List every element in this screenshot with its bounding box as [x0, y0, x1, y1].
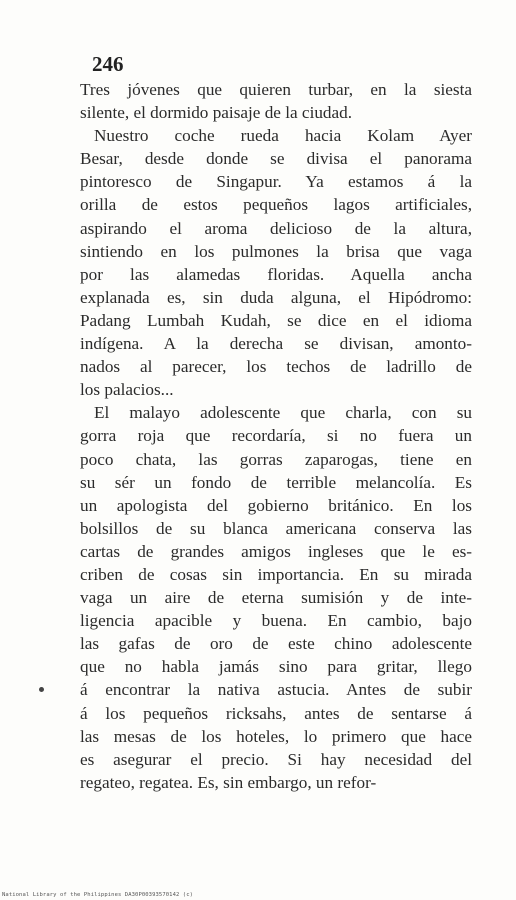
- text-line: El malayo adolescente que charla, con su: [94, 403, 472, 423]
- text-line: por las alamedas floridas. Aquella ancha: [80, 264, 472, 284]
- paragraph: [80, 401, 472, 794]
- text-line: cartas de grandes amigos ingleses que le es-: [80, 541, 472, 561]
- body-text: [80, 78, 472, 794]
- text-line: indígena. A la derecha se divisan, amonto-: [80, 334, 472, 354]
- text-line: que no habla jamás sino para gritar, llego: [80, 657, 472, 677]
- text-line: Tres jóvenes que quieren turbar, en la siesta: [80, 80, 472, 99]
- paragraph: [80, 124, 472, 401]
- text-line: ligencia apacible y buena. En cambio, bajo: [80, 611, 472, 631]
- text-line: los palacios...: [80, 380, 174, 400]
- text-line: las mesas de los hoteles, lo primero que hace: [80, 726, 472, 746]
- text-line: explanada es, sin duda alguna, el Hipódromo:: [80, 287, 472, 307]
- text-line: pintoresco de Singapur. Ya estamos á la: [80, 172, 472, 192]
- paragraph: [80, 78, 472, 124]
- text-line: poco chata, las gorras zaparogas, tiene en: [80, 449, 472, 469]
- text-line: silente, el dormido paisaje de la ciudad.: [80, 103, 353, 123]
- text-line: aspirando el aroma delicioso de la altura,: [80, 218, 472, 238]
- text-line: vaga un aire de eterna sumisión y de inte-: [80, 588, 472, 608]
- text-line: orilla de estos pequeños lagos artificiales,: [80, 195, 472, 215]
- text-line: nados al parecer, los techos de ladrillo de: [80, 357, 472, 377]
- text-line: gorra roja que recordaría, si no fuera un: [80, 426, 472, 446]
- text-line: las gafas de oro de este chino adolescente: [80, 634, 472, 654]
- text-line: bolsillos de su blanca americana conserva las: [80, 518, 472, 538]
- text-line: Padang Lumbah Kudah, se dice en el idioma: [80, 310, 472, 330]
- text-line: á encontrar la nativa astucia. Antes de subir: [80, 680, 472, 700]
- text-line: Nuestro coche rueda hacia Kolam Ayer: [94, 126, 472, 146]
- page-number: 246: [92, 52, 124, 76]
- text-line: sintiendo en los pulmones la brisa que vaga: [80, 241, 472, 261]
- text-line: criben de cosas sin importancia. En su mirada: [80, 564, 472, 584]
- text-line: su sér un fondo de terrible melancolía. Es: [80, 472, 472, 492]
- text-line: á los pequeños ricksahs, antes de sentarse á: [80, 703, 472, 723]
- text-line: un apologista del gobierno británico. En los: [80, 495, 472, 515]
- margin-mark: [39, 687, 44, 692]
- scan-footer: National Library of the Philippines DA30P00393570142 (c): [2, 892, 194, 898]
- text-line: es asegurar el precio. Si hay necesidad del: [80, 749, 472, 769]
- text-line: Besar, desde donde se divisa el panorama: [80, 149, 472, 169]
- text-line: regateo, regatea. Es, sin embargo, un refor-: [80, 772, 377, 792]
